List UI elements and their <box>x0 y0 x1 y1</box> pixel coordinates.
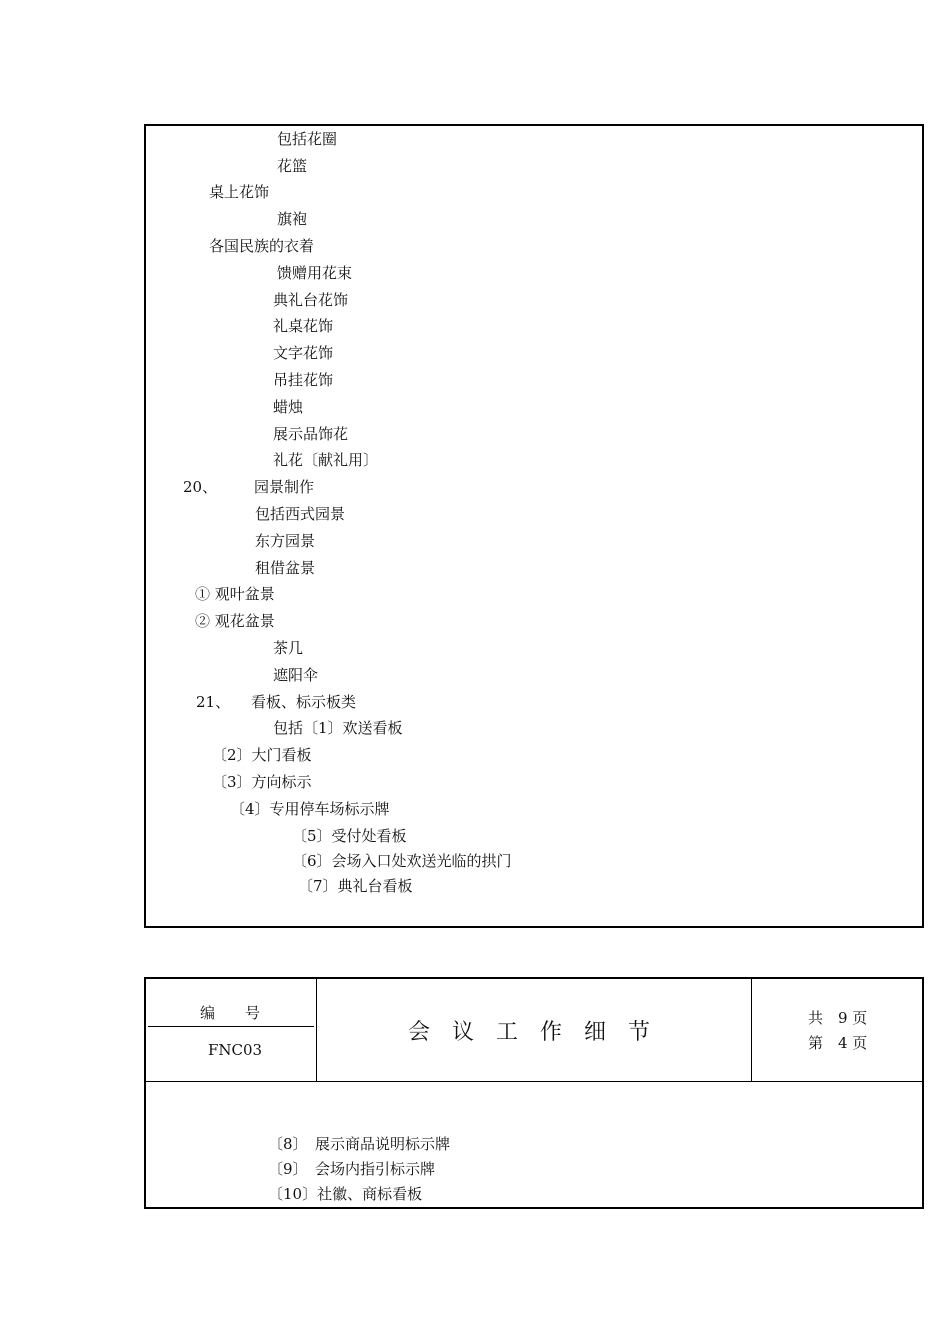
text-line: 典礼台花饰 <box>273 291 349 309</box>
header-divider-right <box>751 979 752 1081</box>
document-title: 会议工作细节 <box>408 1020 673 1045</box>
text-line: 看板、标示板类 <box>251 693 357 711</box>
text-line: 园景制作 <box>254 478 315 496</box>
text-line: 〔7〕典礼台看板 <box>298 877 413 895</box>
text-line: 花篮 <box>277 157 308 175</box>
text-line: 〔6〕会场入口处欢送光临的拱门 <box>292 852 512 870</box>
text-line: 〔10〕社徽、商标看板 <box>268 1185 423 1203</box>
code-value: FNC03 <box>208 1041 263 1059</box>
text-line: 包括西式园景 <box>255 505 346 523</box>
code-label: 编 号 <box>200 1004 261 1022</box>
text-line: 礼桌花饰 <box>273 317 334 335</box>
header-divider-left <box>316 979 317 1081</box>
header-bottom-rule <box>146 1081 922 1082</box>
text-line: 桌上花饰 <box>209 183 270 201</box>
text-line: 20、 <box>183 478 218 496</box>
text-line: 文字花饰 <box>273 344 334 362</box>
text-line: 〔3〕方向标示 <box>212 773 312 791</box>
text-line: 茶几 <box>273 639 304 657</box>
content-frame-bottom <box>144 977 924 1209</box>
text-line: 租借盆景 <box>255 559 316 577</box>
text-line: 礼花〔献礼用〕 <box>273 451 379 469</box>
text-line: 〔8〕 展示商品说明标示牌 <box>268 1135 451 1153</box>
text-line: 〔4〕专用停车场标示牌 <box>230 800 390 818</box>
current-page: 第 4 页 <box>808 1034 868 1052</box>
text-line: 〔2〕大门看板 <box>212 746 312 764</box>
total-pages: 共 9 页 <box>808 1009 868 1027</box>
text-line: 旗袍 <box>277 210 308 228</box>
text-line: 〔9〕 会场内指引标示牌 <box>268 1160 436 1178</box>
text-line: ① 观叶盆景 <box>195 585 275 603</box>
text-line: 东方园景 <box>255 532 316 550</box>
text-line: 21、 <box>196 693 231 711</box>
text-line: 遮阳伞 <box>273 666 319 684</box>
text-line: 吊挂花饰 <box>273 371 334 389</box>
text-line: 展示品饰花 <box>273 425 349 443</box>
text-line: ② 观花盆景 <box>195 612 275 630</box>
text-line: 〔5〕受付处看板 <box>292 827 407 845</box>
code-cell-rule <box>148 1026 314 1027</box>
text-line: 包括〔1〕欢送看板 <box>273 719 403 737</box>
text-line: 各国民族的衣着 <box>209 237 315 255</box>
text-line: 包括花圈 <box>277 130 338 148</box>
text-line: 馈赠用花束 <box>277 264 353 282</box>
text-line: 蜡烛 <box>273 398 304 416</box>
